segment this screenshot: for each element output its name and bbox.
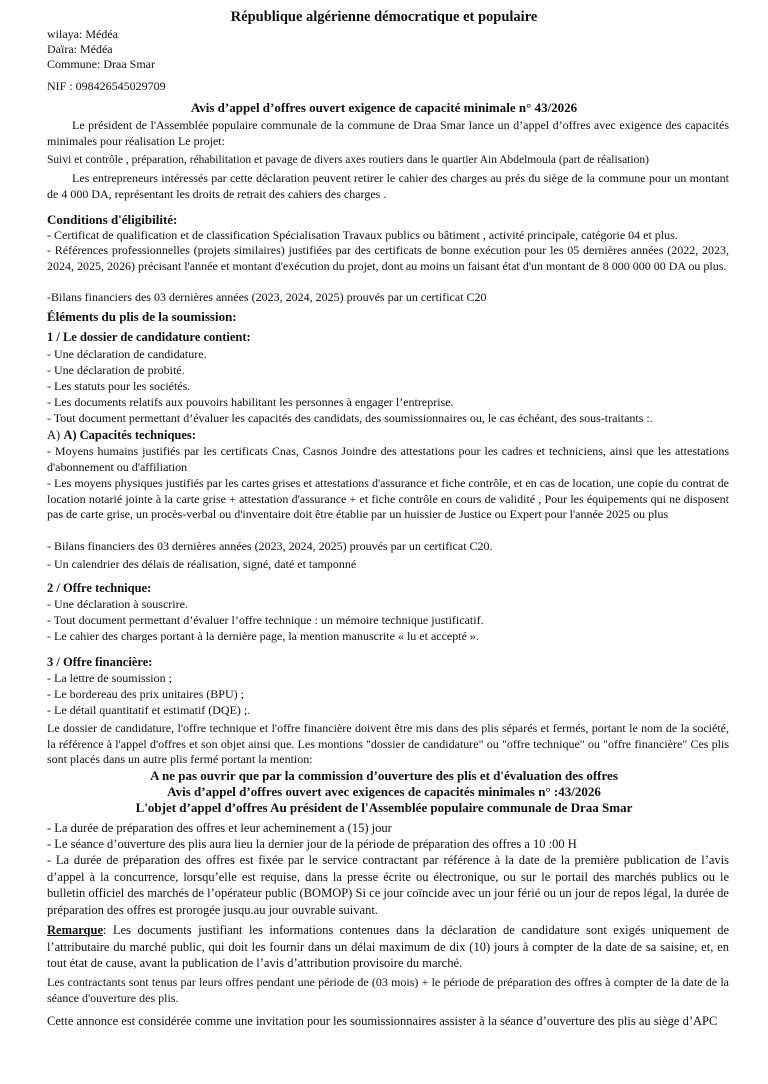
capacites-heading-text: A) Capacités techniques:	[63, 428, 196, 442]
tech-offer-item: - Une déclaration à souscrire.	[47, 597, 188, 611]
remarque-label: Remarque	[47, 923, 104, 937]
withdrawal-paragraph: Les entrepreneurs intéressés par cette déclaration peuvent retirer le cahier des charges au prés du siège de la commune pour un montant de 4 000 DA, représentant les droits de retrait des cahiers des charges .	[47, 171, 729, 201]
project-object: Suivi et contrôle , préparation, réhabilitation et pavage de divers axes routiers dans le quartier Ain Abdelmoula (part de réalisation)	[47, 154, 649, 166]
fin-offer-item: - Le détail quantitatif et estimatif (DQE) ;.	[47, 703, 251, 717]
envelope-mention: A ne pas ouvrir que par la commission d’ouverture des plis et d'évaluation des offres	[150, 768, 618, 783]
capacites-item: - Bilans financiers des 03 dernières années (2023, 2024, 2025) prouvés par un certificat C20.	[47, 539, 493, 553]
timing-item: - La durée de préparation des offres et leur acheminement a (15) jour	[47, 821, 392, 835]
elements-heading: Éléments du plis de la soumission:	[47, 309, 237, 324]
capacites-item: - Moyens humains justifiés par les certificats Cnas, Casnos Joindre des attestations pour les cadres et techniciens, ainsi que les attestations d'abonnement ou d'affiliation	[47, 444, 729, 474]
eligibility-item: -Bilans financiers des 03 dernières années (2023, 2024, 2025) prouvés par un certificat C20	[47, 290, 487, 304]
republic-heading: République algérienne démocratique et populaire	[230, 9, 538, 25]
envelope-paragraph: Le dossier de candidature, l'offre technique et l'offre financière doivent être mis dans des plis séparés et fermés, portant le nom de la société, la référence à l'appel d'offres et son objet ainsi que. Les montions "dossier de candidature" ou "offre technique" ou "offre financière" Ces plis sont placés dans un autre plis fermé portant la mention:	[47, 721, 729, 766]
capacites-item: - Les moyens physiques justifiés par les cartes grises et attestations d'assurance et fiche contrôle, et en cas de location, une copie du contrat de location notarié jointe à la carte grise + attestation d'assurance + et fiche contrôle en cours de validité , Pour les équipements qui ne disposent pas de carte grise, un procès-verbal ou d'inventaire doit être établie par un huissier de Justice ou Expert pour l'année 2025 ou plus	[47, 476, 729, 521]
eligibility-item: - Références professionnelles (projets similaires) justifiées par des certificats de bonne exécution pour les 05 dernières années (2022, 2023, 2024, 2025, 2026) précisant l'année et montant d'exécution du projet, dont au moins un faisant état d'un montant de 8 000 000 00 DA ou plus.	[47, 243, 729, 273]
fin-offer-item: - Le bordereau des prix unitaires (BPU) ;	[47, 687, 244, 701]
validity-paragraph: Les contractants sont tenus par leurs offres pendant une période de (03 mois) + le période de préparation des offres à compter de la date de la séance d'ouverture des plis.	[47, 975, 729, 1005]
daira-line: Daïra: Médéa	[47, 42, 113, 56]
dossier-item: - Une déclaration de probité.	[47, 363, 185, 377]
notice-title: Avis d’appel d’offres ouvert exigence de capacité minimale n° 43/2026	[190, 100, 578, 115]
commune-line: Commune: Draa Smar	[47, 57, 155, 71]
dossier-heading: 1 / Le dossier de candidature contient:	[47, 330, 251, 344]
envelope-mention: L'objet d’appel d’offres Au président de l'Assemblée populaire communale de Draa Smar	[135, 800, 633, 815]
invitation-paragraph: Cette annonce est considérée comme une invitation pour les soumissionnaires assister à la séance d’ouverture des plis au siège d’APC	[47, 1014, 718, 1028]
tech-offer-heading: 2 / Offre technique:	[47, 581, 152, 595]
tech-offer-item: - Le cahier des charges portant à la dernière page, la mention manuscrite « lu et accepté ».	[47, 629, 479, 643]
fin-offer-heading: 3 / Offre financière:	[47, 655, 153, 669]
dossier-item: - Tout document permettant d’évaluer les capacités des candidats, des soumissionnaires ou, le cas échéant, des sous-traitants :.	[47, 411, 653, 425]
capacites-item: - Un calendrier des délais de réalisation, signé, daté et tamponné	[47, 557, 357, 571]
nif-line: NIF : 098426545029709	[47, 79, 166, 93]
tech-offer-item: - Tout document permettant d’évaluer l’offre technique : un mémoire technique justificatif.	[47, 613, 484, 627]
dossier-item: - Les statuts pour les sociétés.	[47, 379, 191, 393]
remarque-text: : Les documents justifiant les informations contenues dans la déclaration de candidature sont exigés uniquement de l’attributaire du marché public, qui doit les fournir dans un délai maximum de dix (10) jours à compter de la date de sa saisine, et, en tout état de cause, avant la publication de l’avis d’attribution provisoire du marché.	[47, 923, 729, 970]
eligibility-heading: Conditions d'éligibilité:	[47, 212, 178, 227]
intro-paragraph: Le président de l'Assemblée populaire communale de la commune de Draa Smar lance un d’appel d’offres avec exigence des capacités minimales pour réalisation Le projet:	[47, 118, 729, 148]
envelope-mention: Avis d’appel d’offres ouvert avec exigences de capacités minimales n° :43/2026	[167, 784, 601, 799]
eligibility-item: - Certificat de qualification et de classification Spécialisation Travaux publics ou bâtiment , activité principale, catégorie 04 et plus.	[47, 228, 678, 242]
fin-offer-item: - La lettre de soumission ;	[47, 671, 172, 685]
dossier-item: - Les documents relatifs aux pouvoirs habilitant les personnes à engager l’entreprise.	[47, 395, 454, 409]
wilaya-line: wilaya: Médéa	[47, 27, 118, 41]
timing-item: - Le séance d’ouverture des plis aura lieu la dernier jour de la période de préparation des offres a 10 :00 H	[47, 837, 577, 851]
timing-item: - La durée de préparation des offres est fixée par le service contractant par référence à la date de la première publication de l’avis d’appel à la concurrence, lorsqu’elle est requise, dans la presse écrite ou électronique, ou sur le portail des marchés publics ou le bulletin officiel des marchés de l’opérateur public (BOMOP) Si ce jour coïncide avec un jour férié ou un jour de repos légal, la durée de préparation des offres est prorogée jusqu.au jour ouvrable suivant.	[47, 853, 729, 917]
capacites-heading: A) A) Capacités techniques:	[47, 428, 196, 442]
remarque-paragraph	[47, 922, 729, 972]
dossier-item: - Une déclaration de candidature.	[47, 347, 207, 361]
